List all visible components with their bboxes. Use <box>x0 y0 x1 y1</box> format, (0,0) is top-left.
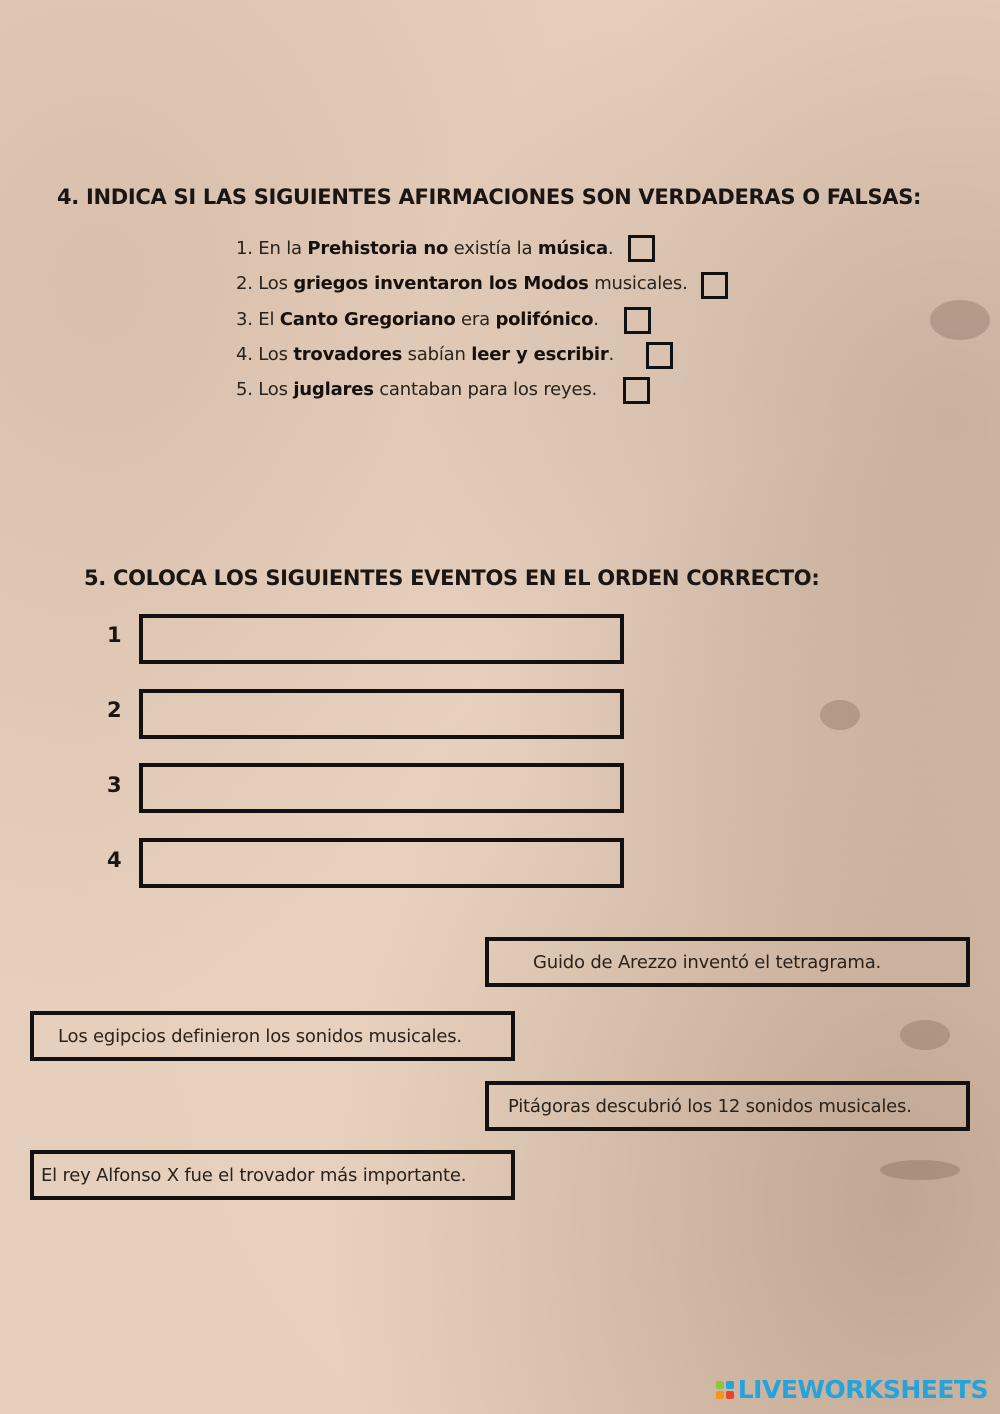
statement-text: existía la <box>448 238 538 259</box>
order-drop-slot-4[interactable] <box>139 838 624 888</box>
true-false-checkbox-5[interactable] <box>623 377 650 404</box>
statement-text: 3. El <box>236 309 280 330</box>
logo-mark-square <box>726 1381 734 1389</box>
statement-bold-text: griegos inventaron los Modos <box>293 273 589 294</box>
logo-mark-square <box>726 1391 734 1399</box>
statement-4 <box>236 344 614 365</box>
statement-3 <box>236 309 599 330</box>
event-card-egipcios[interactable] <box>30 1011 515 1061</box>
statement-bold-text: juglares <box>293 379 374 400</box>
event-card-label: Guido de Arezzo inventó el tetragrama. <box>533 951 882 973</box>
statement-5 <box>236 379 597 400</box>
slot-number-2: 2 <box>107 698 122 722</box>
event-card-label: Los egipcios definieron los sonidos musicales. <box>58 1025 462 1047</box>
statement-text: 4. Los <box>236 344 294 365</box>
event-card-label: El rey Alfonso X fue el trovador más importante. <box>41 1164 467 1186</box>
order-drop-slot-3[interactable] <box>139 763 624 813</box>
statement-bold-text: música <box>537 238 608 259</box>
statement-text: sabían <box>402 344 472 365</box>
statement-text: era <box>455 309 496 330</box>
logo-mark-square <box>716 1391 724 1399</box>
paper-stain <box>820 700 860 730</box>
paper-stain <box>900 1020 950 1050</box>
statement-text: musicales. <box>588 273 688 294</box>
statement-text: . <box>607 238 614 259</box>
true-false-checkbox-4[interactable] <box>646 342 673 369</box>
section-4-heading: 4. INDICA SI LAS SIGUIENTES AFIRMACIONES SON VERDADERAS O FALSAS: <box>57 185 922 209</box>
statement-2 <box>236 273 688 294</box>
event-card-alfonso[interactable] <box>30 1150 515 1200</box>
true-false-checkbox-2[interactable] <box>701 272 728 299</box>
statement-bold-text: trovadores <box>293 344 403 365</box>
statement-bold-text: leer y escribir <box>471 344 609 365</box>
statement-text: 2. Los <box>236 273 294 294</box>
statement-bold-text: Prehistoria no <box>307 238 449 259</box>
order-drop-slot-2[interactable] <box>139 689 624 739</box>
slot-number-1: 1 <box>107 623 122 647</box>
liveworksheets-logo-icon <box>716 1381 734 1399</box>
order-drop-slot-1[interactable] <box>139 614 624 664</box>
statement-1 <box>236 238 613 259</box>
event-card-label: Pitágoras descubrió los 12 sonidos musicales. <box>508 1095 912 1117</box>
statement-text: cantaban para los reyes. <box>373 379 598 400</box>
slot-number-4: 4 <box>107 848 122 872</box>
section-5-heading: 5. COLOCA LOS SIGUIENTES EVENTOS EN EL ORDEN CORRECTO: <box>84 566 820 590</box>
statement-text: . <box>593 309 599 330</box>
liveworksheets-logo-text: LIVEWORKSHEETS <box>737 1375 988 1404</box>
paper-stain <box>930 300 990 340</box>
statement-bold-text: polifónico <box>495 309 594 330</box>
slot-number-3: 3 <box>107 773 122 797</box>
statement-text: 1. En la <box>236 238 308 259</box>
liveworksheets-logo <box>716 1375 988 1404</box>
statement-text: 5. Los <box>236 379 294 400</box>
paper-stain <box>880 1160 960 1180</box>
event-card-guido[interactable] <box>485 937 970 987</box>
statement-text: . <box>608 344 615 365</box>
true-false-checkbox-1[interactable] <box>628 235 655 262</box>
true-false-checkbox-3[interactable] <box>624 307 651 334</box>
logo-mark-square <box>716 1381 724 1389</box>
event-card-pitagoras[interactable] <box>485 1081 970 1131</box>
statement-bold-text: Canto Gregoriano <box>279 309 456 330</box>
